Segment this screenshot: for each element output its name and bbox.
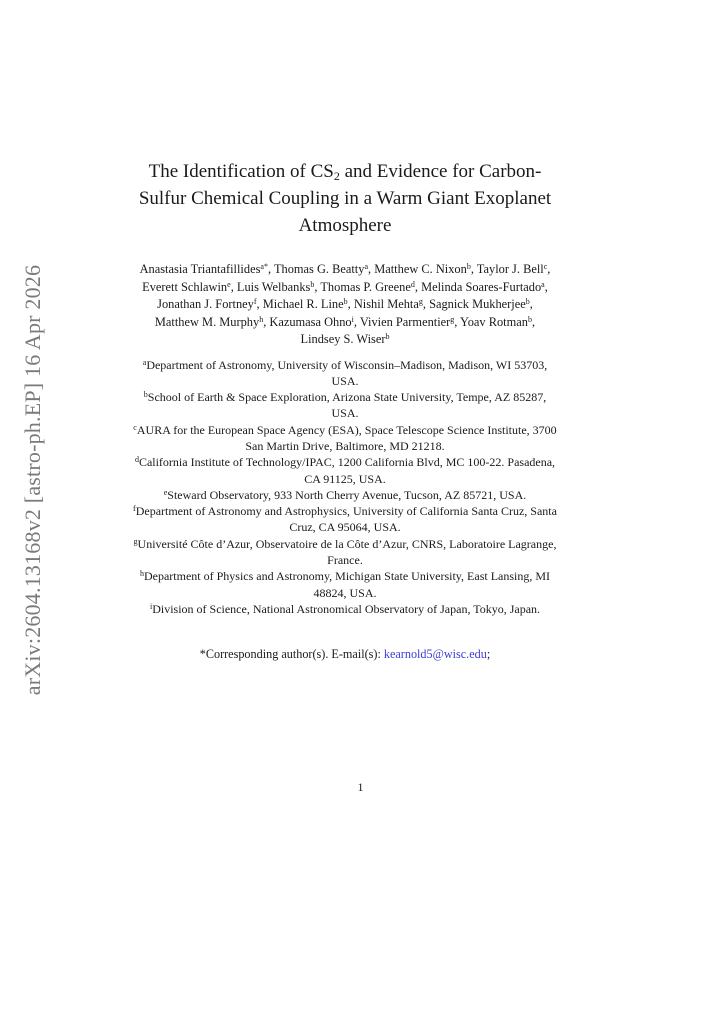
- affiliation-key: i: [149, 601, 153, 611]
- author-name: [155, 315, 263, 329]
- affiliation-text: Université Côte d’Azur, Observatoire de la Côte d’Azur, CNRS, Laboratoire Lagrange, France.: [137, 536, 557, 568]
- author-name: [237, 280, 314, 294]
- arxiv-sidebar: [18, 264, 48, 696]
- author-affiliation-marker: b: [527, 314, 532, 324]
- author-affiliation-marker: b: [385, 332, 390, 341]
- corresponding-label: *Corresponding author(s). E-mail(s):: [199, 647, 384, 662]
- author-text: Kazumasa Ohno: [269, 314, 352, 329]
- affiliation-text: Steward Observatory, 933 North Cherry Avenue, Tucson, AZ 85721, USA.: [167, 487, 527, 502]
- affiliation-text: Department of Astronomy, University of Wisconsin–Madison, Madison, WI 53703, USA.: [146, 357, 548, 388]
- author-affiliation-marker: b: [466, 262, 471, 271]
- author-text: Lindsey S. Wiser: [300, 332, 386, 346]
- author-name: [354, 297, 423, 311]
- author-text: Matthew C. Nixon: [374, 262, 467, 276]
- author-text: Matthew M. Murphy: [154, 314, 260, 329]
- affiliation-item: [130, 357, 560, 390]
- affiliation-item: [130, 389, 560, 422]
- affiliation-text: School of Earth & Space Exploration, Arizona State University, Tempe, AZ 85287, USA.: [147, 390, 547, 421]
- affiliation-key: b: [143, 390, 148, 400]
- author-affiliation-marker: c: [543, 262, 548, 271]
- affiliation-key: d: [134, 455, 139, 465]
- author-text: Nishil Mehta: [353, 297, 419, 311]
- title-part2: and Evidence for Carbon-Sulfur Chemical Coupling in a Warm Giant Exoplanet Atmosphere: [138, 161, 552, 236]
- affiliation-text: California Institute of Technology/IPAC, 1200 California Blvd, MC 100-22. Pasadena, CA 91125, USA.: [138, 455, 556, 486]
- affiliation-list: [130, 357, 560, 618]
- affiliation-item: [130, 536, 560, 569]
- affiliation-key: f: [133, 504, 136, 514]
- author-name: [269, 315, 353, 329]
- affiliation-key: a: [142, 357, 147, 367]
- author-name: [477, 262, 548, 276]
- author-affiliation-marker: a: [541, 279, 545, 289]
- author-text: Jonathan J. Fortney: [157, 297, 254, 311]
- author-text: Michael R. Line: [262, 297, 344, 311]
- affiliation-text: Division of Science, National Astronomical Observatory of Japan, Tokyo, Japan.: [152, 601, 541, 616]
- affiliation-text: Department of Physics and Astronomy, Michigan State University, East Lansing, MI 48824, USA.: [143, 569, 551, 600]
- author-text: Sagnick Mukherjee: [429, 297, 526, 311]
- author-name: [320, 280, 415, 294]
- affiliation-item: [130, 422, 560, 455]
- email-suffix: ;: [486, 647, 491, 662]
- author-list: Anastasia Triantafillides$^{a*}$, Thomas G. Beatty$^a$, Matthew C. Nixon$^b$, Taylor J. Bell$^c$, Everett Schlawin$^e$, Luis Welbanks$^b$, Thomas P. Greene$^d$, Melinda Soares-Furtado$^a$, Jonathan J. Fortney$^f$, Michael R. Line$^b$, Nishil Mehta$^g$, Sagnick Mukherjee$^b$, Matthew M. Murphy$^h$, Kazumasa Ohno$^i$, Vivien Parmentier$^g$, Yoav Rotman$^b$, Lindsey S. Wiser$^b$: [139, 262, 551, 346]
- author-affiliation-marker: i: [351, 314, 354, 324]
- paper-title: [130, 158, 560, 239]
- author-text: Vivien Parmentier: [359, 314, 451, 329]
- arxiv-identifier: arXiv:2604.13168v2 [astro-ph.EP] 16 Apr 2026: [20, 264, 45, 696]
- author-text: Luis Welbanks: [236, 279, 311, 294]
- affiliation-item: [130, 454, 560, 487]
- author-text: Yoav Rotman: [460, 314, 528, 329]
- author-affiliation-marker: f: [253, 297, 257, 306]
- author-affiliation-marker: b: [310, 279, 315, 289]
- author-text: Everett Schlawin: [142, 279, 228, 294]
- affiliation-text: AURA for the European Space Agency (ESA), Space Telescope Science Institute, 3700 San Martin Drive, Baltimore, MD 21218.: [136, 422, 557, 453]
- author-affiliation-marker: g: [450, 314, 455, 324]
- affiliation-item: [130, 503, 560, 536]
- affiliation-key: e: [163, 487, 168, 497]
- author-text: Thomas G. Beatty: [273, 262, 365, 276]
- author-name: [263, 297, 348, 311]
- title-subscript: 2: [333, 169, 340, 183]
- author-name: [429, 297, 530, 311]
- author-affiliation-marker: d: [410, 279, 415, 289]
- author-affiliation-marker: b: [343, 297, 348, 306]
- author-affiliation-marker: a: [364, 262, 369, 271]
- author-name: [301, 332, 390, 346]
- author-affiliation-marker: e: [227, 279, 231, 289]
- author-text: Anastasia Triantafillides: [139, 262, 261, 276]
- affiliation-item: [130, 568, 560, 601]
- title-part1: The Identification of CS: [148, 161, 334, 182]
- author-affiliation-marker: a*: [260, 262, 268, 271]
- email-link[interactable]: kearnold5@wisc.edu: [383, 647, 487, 662]
- author-name: [142, 280, 231, 294]
- author-name: [140, 262, 268, 276]
- author-text: Melinda Soares-Furtado: [421, 279, 542, 294]
- author-text: Thomas P. Greene: [320, 279, 411, 294]
- author-text: Taylor J. Bell: [476, 262, 544, 276]
- title-page: [130, 158, 560, 662]
- author-name: [460, 315, 532, 329]
- author-affiliation-marker: g: [418, 297, 423, 306]
- author-affiliation-marker: h: [259, 314, 264, 324]
- affiliation-key: c: [133, 422, 137, 432]
- corresponding-author: [130, 647, 560, 662]
- author-name: [360, 315, 454, 329]
- author-name: [157, 297, 256, 311]
- page-number: 1: [357, 780, 364, 794]
- author-name: [274, 262, 368, 276]
- affiliation-key: h: [139, 569, 144, 579]
- author-name: [374, 262, 471, 276]
- affiliation-item: [130, 487, 560, 503]
- author-name: [421, 280, 545, 294]
- affiliation-item: [130, 601, 560, 617]
- author-affiliation-marker: b: [525, 297, 530, 306]
- affiliation-key: g: [133, 536, 138, 546]
- affiliation-text: Department of Astronomy and Astrophysics, University of California Santa Cruz, Santa Cruz, CA 95064, USA.: [135, 504, 557, 535]
